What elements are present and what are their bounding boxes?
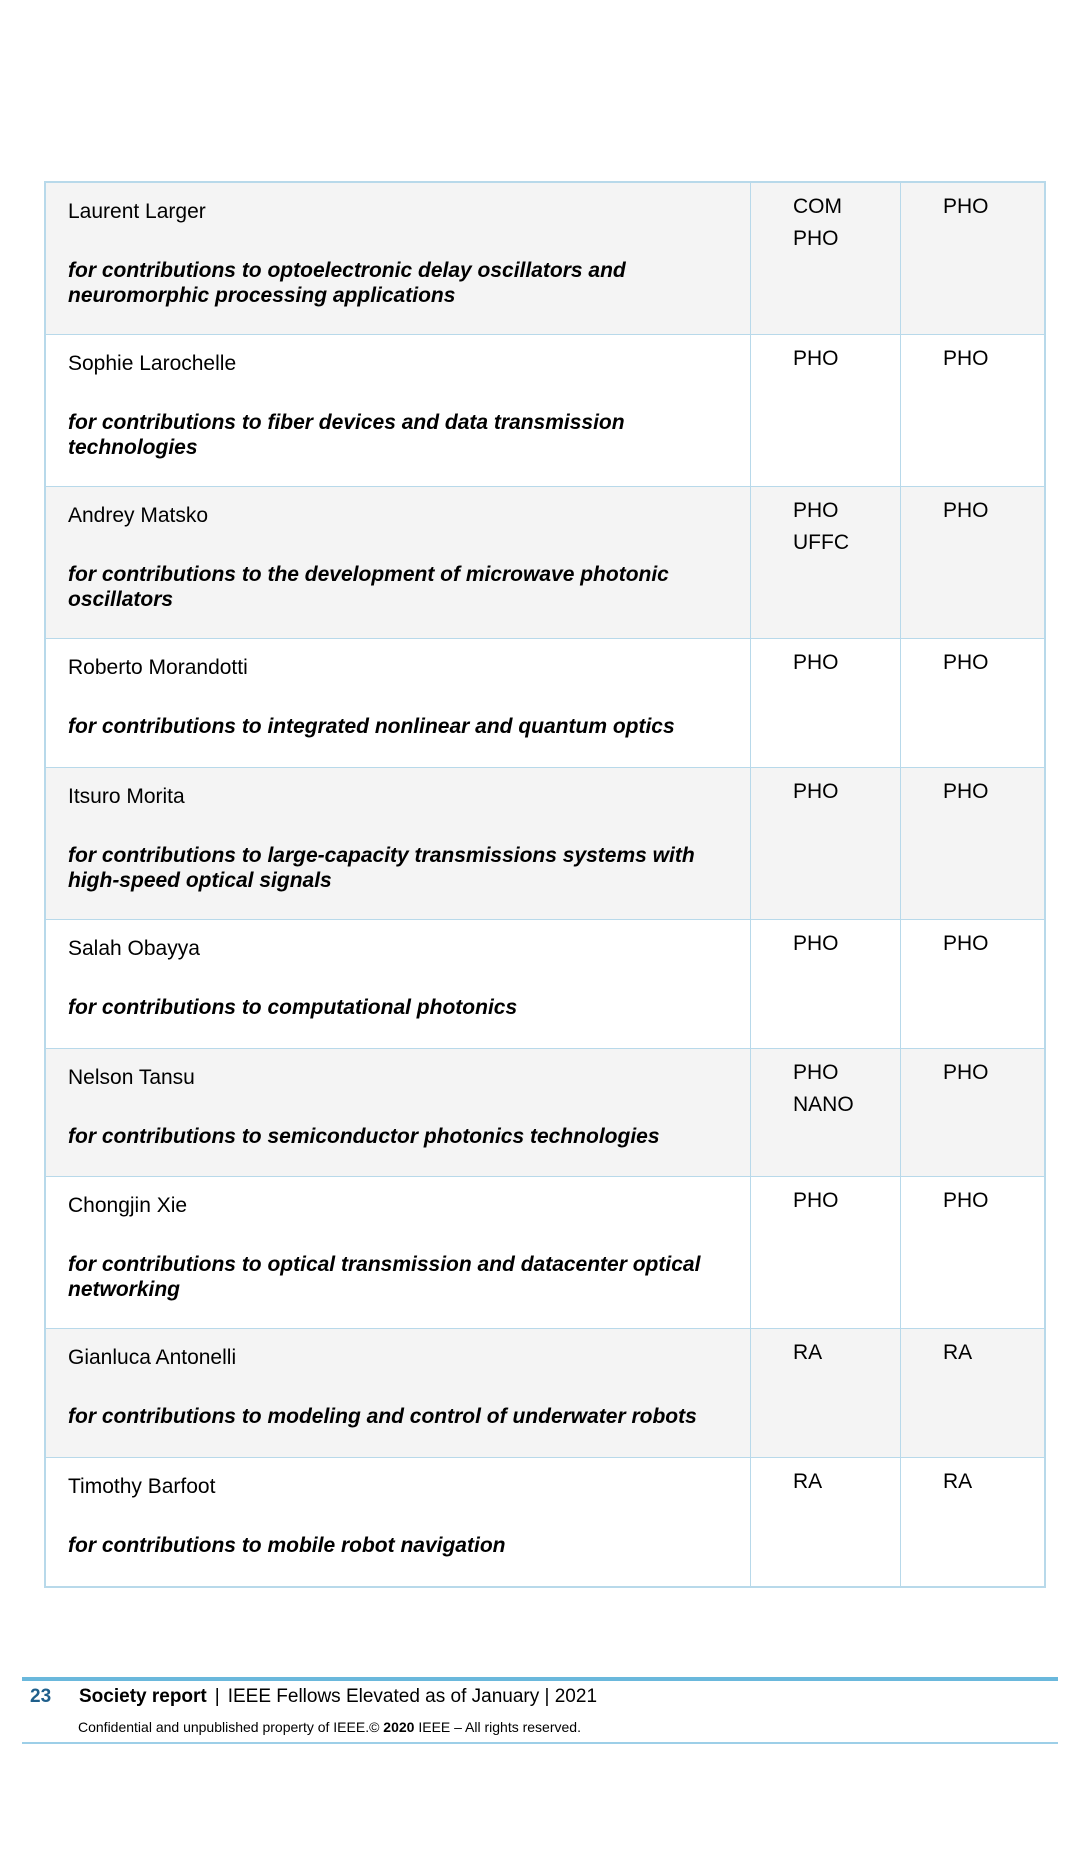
table-row bbox=[46, 1458, 1044, 1586]
society-cell bbox=[751, 768, 901, 919]
table-row bbox=[46, 1049, 1044, 1177]
fellow-cell bbox=[46, 1329, 751, 1457]
fellow-citation: for contributions to computational photonics bbox=[68, 996, 518, 1019]
primary-society-code: PHO bbox=[943, 1061, 989, 1084]
society-cell bbox=[751, 920, 901, 1048]
fellow-citation: for contributions to optical transmission and datacenter optical networking bbox=[68, 1253, 701, 1301]
footer-title bbox=[79, 1686, 597, 1708]
primary-society-code: PHO bbox=[943, 1189, 989, 1212]
primary-society-cell bbox=[901, 639, 1044, 767]
fellow-name: Nelson Tansu bbox=[68, 1066, 195, 1089]
fellow-citation: for contributions to fiber devices and data transmission technologies bbox=[68, 411, 625, 459]
primary-society-cell bbox=[901, 1177, 1044, 1328]
society-cell bbox=[751, 183, 901, 334]
society-code: PHO bbox=[793, 780, 839, 803]
society-code: PHO bbox=[793, 1061, 839, 1084]
table-row bbox=[46, 639, 1044, 768]
fellow-name: Gianluca Antonelli bbox=[68, 1346, 237, 1369]
report-title: IEEE Fellows Elevated as of January | 2021 bbox=[227, 1686, 598, 1707]
confidential-suffix: IEEE – All rights reserved. bbox=[414, 1719, 581, 1735]
page-number: 23 bbox=[30, 1686, 52, 1707]
society-code: RA bbox=[793, 1470, 823, 1493]
society-code: PHO bbox=[793, 932, 839, 955]
primary-society-code: RA bbox=[943, 1341, 973, 1364]
society-cell bbox=[751, 1329, 901, 1457]
society-cell bbox=[751, 487, 901, 638]
fellow-name: Salah Obayya bbox=[68, 937, 200, 960]
primary-society-code: PHO bbox=[943, 347, 989, 370]
fellow-cell bbox=[46, 1049, 751, 1176]
table-row bbox=[46, 1329, 1044, 1458]
fellow-cell bbox=[46, 920, 751, 1048]
fellow-citation: for contributions to integrated nonlinear and quantum optics bbox=[68, 715, 675, 738]
society-code: PHO bbox=[793, 227, 839, 250]
fellow-citation: for contributions to mobile robot navigation bbox=[68, 1534, 506, 1557]
footer-separator: | bbox=[214, 1686, 220, 1707]
table-row bbox=[46, 183, 1044, 335]
fellow-cell bbox=[46, 1177, 751, 1328]
fellow-citation: for contributions to optoelectronic delay oscillators and neuromorphic processing applications bbox=[68, 259, 626, 307]
fellow-cell bbox=[46, 768, 751, 919]
primary-society-code: PHO bbox=[943, 651, 989, 674]
table-row bbox=[46, 768, 1044, 920]
table-row bbox=[46, 487, 1044, 639]
fellow-cell bbox=[46, 487, 751, 638]
society-cell bbox=[751, 1049, 901, 1176]
table-row bbox=[46, 920, 1044, 1049]
primary-society-code: PHO bbox=[943, 499, 989, 522]
fellow-name: Timothy Barfoot bbox=[68, 1475, 216, 1498]
primary-society-code: RA bbox=[943, 1470, 973, 1493]
society-code: PHO bbox=[793, 1189, 839, 1212]
primary-society-cell bbox=[901, 183, 1044, 334]
fellow-cell bbox=[46, 335, 751, 486]
fellows-table bbox=[44, 181, 1046, 1588]
society-cell bbox=[751, 639, 901, 767]
primary-society-cell bbox=[901, 487, 1044, 638]
confidential-notice bbox=[78, 1719, 581, 1735]
fellow-cell bbox=[46, 639, 751, 767]
confidential-year: 2020 bbox=[383, 1719, 415, 1735]
fellow-name: Roberto Morandotti bbox=[68, 656, 248, 679]
fellow-citation: for contributions to semiconductor photonics technologies bbox=[68, 1125, 660, 1148]
primary-society-cell bbox=[901, 920, 1044, 1048]
fellow-name: Laurent Larger bbox=[68, 200, 206, 223]
fellow-cell bbox=[46, 183, 751, 334]
society-code: COM bbox=[793, 195, 842, 218]
fellow-name: Chongjin Xie bbox=[68, 1194, 188, 1217]
society-cell bbox=[751, 1177, 901, 1328]
fellow-citation: for contributions to large-capacity transmissions systems with high-speed optical signals bbox=[68, 844, 695, 892]
report-label: Society report bbox=[79, 1686, 207, 1707]
society-cell bbox=[751, 1458, 901, 1586]
fellow-citation: for contributions to the development of microwave photonic oscillators bbox=[68, 563, 669, 611]
society-code: RA bbox=[793, 1341, 823, 1364]
primary-society-code: PHO bbox=[943, 195, 989, 218]
primary-society-code: PHO bbox=[943, 932, 989, 955]
fellow-name: Andrey Matsko bbox=[68, 504, 209, 527]
fellow-cell bbox=[46, 1458, 751, 1586]
footer-rule-bottom bbox=[22, 1742, 1058, 1744]
society-code: PHO bbox=[793, 651, 839, 674]
primary-society-cell bbox=[901, 1329, 1044, 1457]
fellow-name: Itsuro Morita bbox=[68, 785, 185, 808]
fellow-name: Sophie Larochelle bbox=[68, 352, 237, 375]
society-code: UFFC bbox=[793, 531, 849, 554]
table-row bbox=[46, 1177, 1044, 1329]
primary-society-cell bbox=[901, 1049, 1044, 1176]
fellow-citation: for contributions to modeling and control of underwater robots bbox=[68, 1405, 697, 1428]
society-cell bbox=[751, 335, 901, 486]
primary-society-code: PHO bbox=[943, 780, 989, 803]
society-code: PHO bbox=[793, 347, 839, 370]
primary-society-cell bbox=[901, 335, 1044, 486]
confidential-prefix: Confidential and unpublished property of IEEE.© bbox=[78, 1719, 384, 1735]
society-code: PHO bbox=[793, 499, 839, 522]
footer-rule-top bbox=[22, 1677, 1058, 1681]
society-code: NANO bbox=[793, 1093, 854, 1116]
primary-society-cell bbox=[901, 1458, 1044, 1586]
primary-society-cell bbox=[901, 768, 1044, 919]
table-row bbox=[46, 335, 1044, 487]
